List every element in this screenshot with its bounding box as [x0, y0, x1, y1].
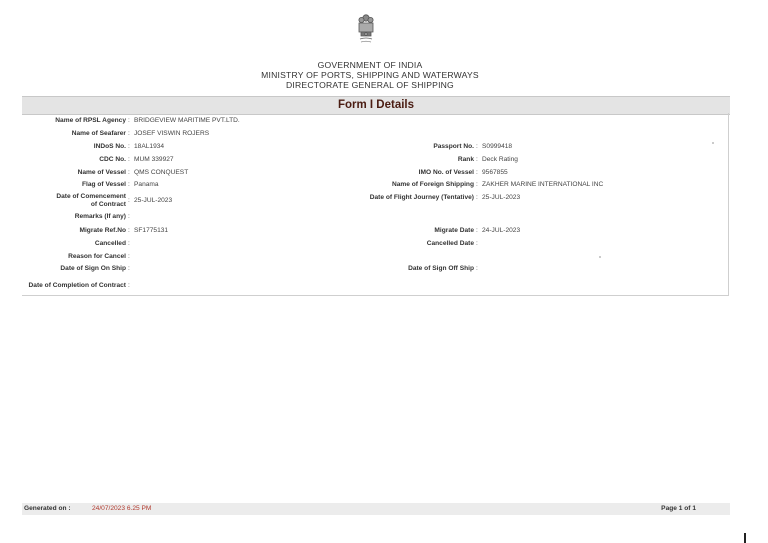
field-label: Passport No. [433, 143, 474, 150]
field-label: Migrate Date [434, 227, 474, 234]
field-separator: : [128, 253, 130, 260]
field-label: Reason for Cancel [68, 253, 126, 260]
field-label: IMO No. of Vessel [418, 169, 474, 176]
row-sign-off [0, 265, 768, 273]
field-label: Date of Completion of Contract [28, 282, 126, 289]
field-separator: : [476, 169, 478, 176]
state-emblem-icon [356, 12, 376, 46]
field-separator: : [128, 169, 130, 176]
field-label: Name of Vessel [77, 169, 126, 176]
field-label: Migrate Ref.No [79, 227, 126, 234]
field-value: Panama [134, 181, 159, 188]
field-separator: : [128, 265, 130, 272]
field-separator: : [128, 197, 130, 204]
field-value: 24-JUL-2023 [482, 227, 521, 234]
field-label: Name of RPSL Agency [55, 117, 126, 124]
field-separator: : [128, 227, 130, 234]
field-separator: : [128, 130, 130, 137]
scan-mark [744, 533, 746, 543]
field-value: Deck Rating [482, 156, 518, 163]
header-government: GOVERNMENT OF INDIA [317, 60, 423, 70]
field-separator: : [476, 265, 478, 272]
generated-date: 24/07/2023 6.25 PM [92, 505, 152, 512]
field-label: Cancelled [94, 240, 126, 247]
field-value: 25-JUL-2023 [134, 197, 173, 204]
row-rpsl-agency [0, 117, 768, 125]
field-separator: : [476, 156, 478, 163]
field-separator: : [476, 181, 478, 188]
scan-speck [599, 256, 601, 258]
field-separator: : [476, 194, 478, 201]
field-value: BRIDGEVIEW MARITIME PVT.LTD. [134, 117, 240, 124]
field-label: Date of Flight Journey (Tentative) [369, 194, 474, 201]
field-separator: : [128, 117, 130, 124]
field-separator: : [128, 181, 130, 188]
row-foreign-shipping [0, 181, 768, 189]
field-value: SF1775131 [134, 227, 169, 234]
field-value: JOSEF VISWIN ROJERS [134, 130, 210, 137]
field-separator: : [128, 156, 130, 163]
scan-speck [712, 142, 714, 144]
row-passport [0, 143, 768, 151]
field-label: Date of Sign On Ship [60, 265, 126, 272]
field-label: Date of Sign Off Ship [408, 265, 474, 272]
form-title: Form I Details [22, 96, 730, 115]
row-imo [0, 169, 768, 177]
field-separator: : [476, 227, 478, 234]
header-ministry: MINISTRY OF PORTS, SHIPPING AND WATERWAYS [261, 70, 479, 80]
field-value: S0999418 [482, 143, 513, 150]
header-directorate: DIRECTORATE GENERAL OF SHIPPING [286, 80, 454, 90]
page-number: Page 1 of 1 [661, 505, 696, 512]
field-label: Remarks (If any) [74, 213, 126, 220]
field-label: Name of Seafarer [71, 130, 126, 137]
field-label: Date of Comencement [56, 193, 126, 200]
row-flight-journey [0, 194, 768, 202]
field-value: ZAKHER MARINE INTERNATIONAL INC [482, 181, 604, 188]
field-separator: : [476, 143, 478, 150]
field-value: 9567855 [482, 169, 508, 176]
field-value: 25-JUL-2023 [482, 194, 521, 201]
field-value: QMS CONQUEST [134, 169, 189, 176]
field-separator: : [476, 240, 478, 247]
field-separator: : [128, 213, 130, 220]
row-migrate-date [0, 227, 768, 235]
field-label: Flag of Vessel [82, 181, 126, 188]
field-label: Cancelled Date [426, 240, 474, 247]
field-value: 18AL1934 [134, 143, 165, 150]
field-separator: : [128, 240, 130, 247]
field-label: CDC No. [99, 156, 126, 163]
page-footer [22, 503, 730, 515]
field-separator: : [128, 282, 130, 289]
row-completion [0, 282, 768, 290]
row-cancelled-date [0, 240, 768, 248]
field-label-line2: of Contract [90, 201, 126, 208]
row-rank [0, 156, 768, 164]
row-reason-cancel [0, 253, 768, 261]
row-seafarer [0, 130, 768, 138]
field-separator: : [128, 143, 130, 150]
field-value: MUM 339927 [134, 156, 174, 163]
generated-label: Generated on : [24, 505, 71, 512]
field-label: Rank [457, 156, 474, 163]
row-remarks [0, 213, 768, 221]
field-label: Name of Foreign Shipping [391, 181, 474, 188]
field-label: INDoS No. [93, 143, 126, 150]
